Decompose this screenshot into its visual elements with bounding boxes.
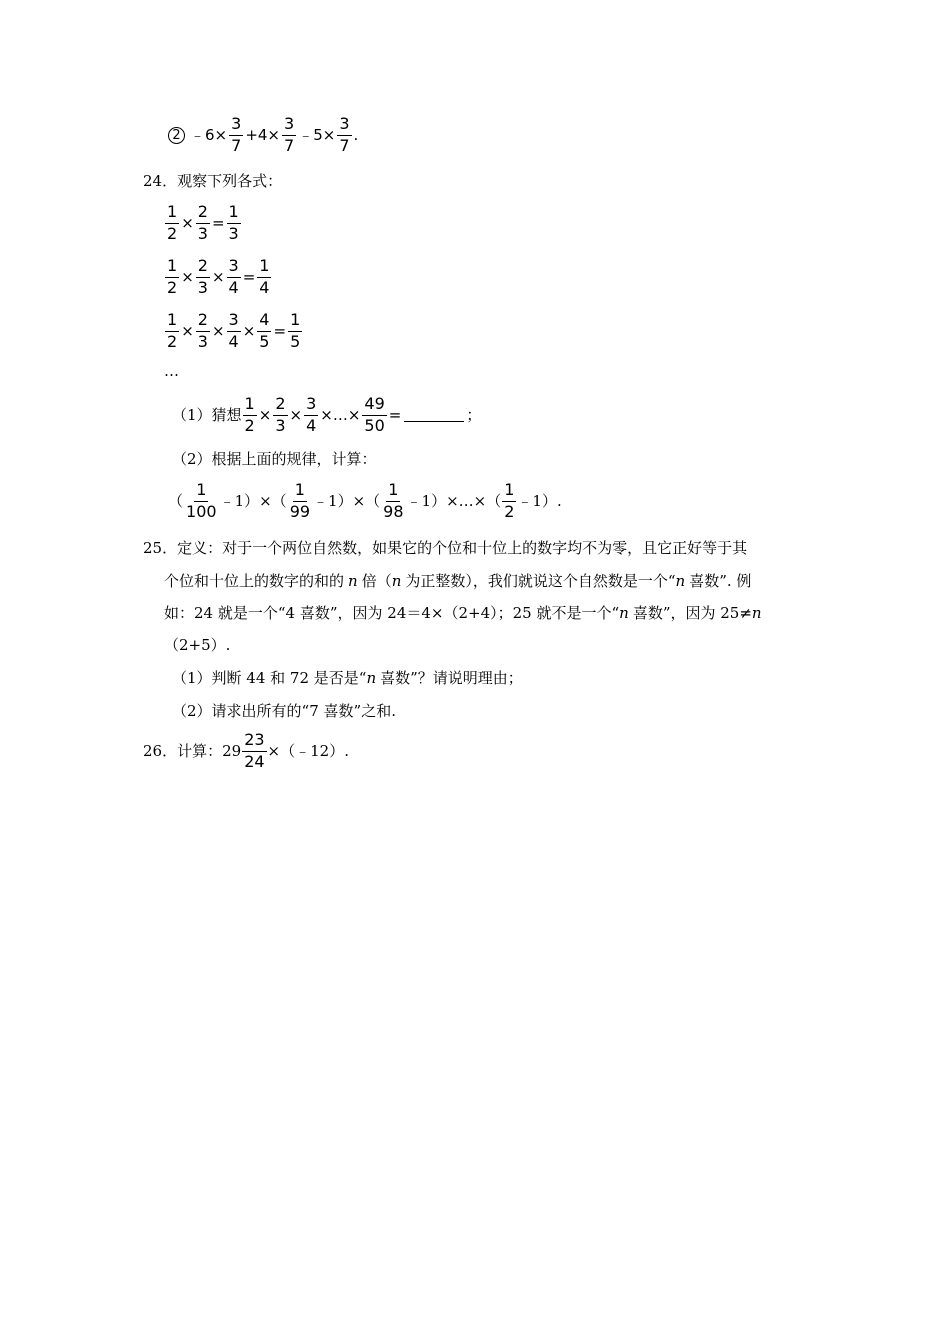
numerator: 3: [304, 396, 318, 416]
expr-end: .: [353, 125, 359, 144]
denominator: 7: [284, 135, 295, 155]
q24-part2-expr: [168, 482, 562, 521]
times-sign: ×: [181, 267, 194, 286]
fraction: [243, 396, 257, 435]
denominator: 24: [244, 751, 265, 771]
text-run: 倍（: [361, 572, 392, 590]
fraction: [165, 258, 179, 297]
fraction: [196, 258, 210, 297]
q24-ellipsis: [164, 364, 179, 379]
q24-eq1: [164, 204, 242, 243]
fraction: [304, 396, 318, 435]
fraction: [196, 312, 210, 351]
denominator: 100: [186, 501, 217, 521]
numerator: 1: [502, 482, 516, 502]
part-label: （2）根据上面的规律，计算：: [172, 450, 377, 468]
times-sign: ×: [181, 321, 194, 340]
fraction: [227, 258, 241, 297]
text-run: 喜数”，因为 25≠: [632, 604, 752, 622]
denominator: 2: [167, 331, 178, 351]
part-label: （1）猜想: [172, 405, 242, 424]
question-label: 计算：29: [177, 741, 242, 760]
question-number: 24．: [143, 172, 178, 190]
numerator: 3: [227, 258, 241, 278]
denominator: 4: [228, 331, 239, 351]
text-run: （1）判断 44 和 72 是否是“: [172, 669, 367, 687]
text-run: 如：24 就是一个“4 喜数”，因为 24＝4×（2+4）；25 就不是一个“: [164, 604, 620, 622]
expr-term: ﹣1）×（: [313, 491, 381, 510]
denominator: 7: [339, 135, 350, 155]
q25-part2: [172, 704, 396, 719]
denominator: 50: [364, 415, 385, 435]
expr-term: ﹣1）.: [517, 491, 562, 510]
times-sign: ×: [258, 405, 272, 424]
q24-eq3: [164, 312, 303, 351]
denominator: 4: [228, 277, 239, 297]
equals-sign: =: [388, 405, 402, 424]
semicolon: ；: [466, 405, 482, 424]
denominator: 2: [504, 501, 515, 521]
expr-term: +4×: [245, 125, 280, 144]
text-run: 为正整数），我们就说这个自然数是一个“: [405, 572, 676, 590]
denominator: 5: [290, 331, 301, 351]
denominator: 3: [197, 223, 208, 243]
variable-n: n: [751, 604, 762, 622]
variable-n: n: [391, 572, 402, 590]
fraction: [196, 204, 210, 243]
q24-title-line: [143, 174, 282, 189]
fraction: [362, 396, 386, 435]
numerator: 3: [229, 116, 243, 136]
answer-blank[interactable]: [404, 409, 464, 422]
question-number: 25．: [143, 539, 178, 557]
numerator: 3: [282, 116, 296, 136]
q24-part2-label: [172, 452, 377, 467]
fraction: [242, 732, 266, 771]
circled-number-2: 2: [168, 127, 185, 144]
variable-n: n: [366, 669, 377, 687]
numerator: 1: [165, 258, 179, 278]
numerator: 1: [293, 482, 307, 502]
variable-n: n: [675, 572, 686, 590]
fraction: [257, 312, 271, 351]
numerator: 2: [196, 312, 210, 332]
expr-term: ﹣5×: [298, 125, 336, 144]
question-number: 26．: [143, 741, 178, 760]
question-text: 定义：对于一个两位自然数，如果它的个位和十位上的数字均不为零，且它正好等于其: [177, 539, 748, 557]
fraction: [381, 482, 405, 521]
text-run: 喜数”. 例: [689, 572, 752, 590]
fraction: [227, 312, 241, 351]
denominator: 98: [383, 501, 404, 521]
fraction: [502, 482, 516, 521]
variable-n: n: [348, 572, 358, 590]
times-sign: ×: [181, 213, 194, 232]
q25-line3: [164, 606, 762, 621]
numerator: 2: [273, 396, 287, 416]
expr-term: ﹣1）×（: [219, 491, 287, 510]
numerator: 1: [386, 482, 400, 502]
denominator: 3: [228, 223, 239, 243]
paren-open: （: [168, 491, 184, 510]
q25-line2: [164, 574, 751, 589]
denominator: 2: [244, 415, 255, 435]
numerator: 1: [165, 312, 179, 332]
q25-part1: [172, 671, 523, 686]
denominator: 4: [259, 277, 270, 297]
expr-term: ﹣6×: [190, 125, 228, 144]
times-dots: ×…×: [320, 405, 361, 424]
fraction: [229, 116, 243, 155]
text-run: （2）请求出所有的“7 喜数”之和.: [172, 702, 396, 720]
numerator: 23: [242, 732, 266, 752]
fraction: [288, 482, 312, 521]
variable-n: n: [619, 604, 629, 622]
expr-term: ×（﹣12）.: [267, 741, 349, 760]
fraction: [184, 482, 219, 521]
numerator: 1: [194, 482, 208, 502]
numerator: 2: [196, 258, 210, 278]
fraction: [165, 204, 179, 243]
q24-eq2: [164, 258, 272, 297]
fraction: [288, 312, 302, 351]
denominator: 3: [275, 415, 286, 435]
denominator: 2: [167, 277, 178, 297]
fraction: [273, 396, 287, 435]
denominator: 3: [197, 331, 208, 351]
numerator: 1: [227, 204, 241, 224]
expr-term: ﹣1）×…×（: [406, 491, 502, 510]
denominator: 5: [259, 331, 270, 351]
times-sign: ×: [211, 267, 225, 286]
fraction: [165, 312, 179, 351]
question-title: 观察下列各式：: [177, 172, 283, 190]
fraction: [337, 116, 351, 155]
equals-sign: =: [242, 267, 256, 286]
fraction: [227, 204, 241, 243]
denominator: 7: [231, 135, 242, 155]
numerator: 1: [288, 312, 302, 332]
numerator: 3: [337, 116, 351, 136]
numerator: 2: [196, 204, 210, 224]
times-sign: ×: [211, 321, 225, 340]
text-run: （2+5）.: [164, 636, 231, 654]
text-run: 喜数”？请说明理由；: [380, 669, 523, 687]
ellipsis: …: [164, 362, 179, 380]
q25-line1: [143, 541, 747, 556]
q24-part1-line: [172, 396, 481, 435]
fraction: [257, 258, 271, 297]
times-sign: ×: [242, 321, 256, 340]
q25-line4: [164, 638, 230, 653]
denominator: 2: [167, 223, 178, 243]
numerator: 4: [257, 312, 271, 332]
text-run: 个位和十位上的数字的和的: [164, 572, 345, 590]
q23-part2-line: [168, 116, 359, 155]
equals-sign: =: [211, 213, 225, 232]
q26-line: [143, 732, 349, 771]
denominator: 99: [289, 501, 311, 521]
numerator: 3: [227, 312, 241, 332]
numerator: 1: [257, 258, 271, 278]
fraction: [282, 116, 296, 155]
numerator: 1: [243, 396, 257, 416]
numerator: 49: [362, 396, 386, 416]
times-sign: ×: [289, 405, 303, 424]
denominator: 4: [306, 415, 317, 435]
denominator: 3: [197, 277, 208, 297]
numerator: 1: [165, 204, 179, 224]
equals-sign: =: [273, 321, 287, 340]
